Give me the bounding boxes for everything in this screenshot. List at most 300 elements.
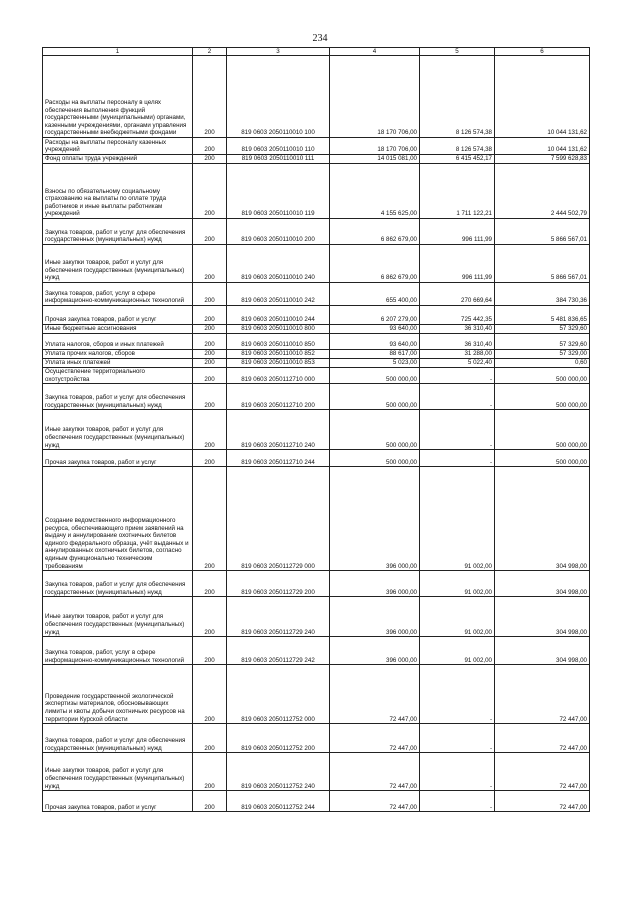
- row-plan: 93 640,00: [389, 341, 417, 349]
- row-plan-cell: [330, 724, 420, 753]
- row-executed: 91 002,00: [464, 656, 492, 664]
- row-executed-cell: [420, 245, 495, 283]
- row-vr: 200: [204, 129, 215, 137]
- row-name-cell: [43, 724, 193, 753]
- row-remainder: 57 329,00: [559, 350, 587, 358]
- row-vr-cell: [193, 219, 227, 245]
- row-name-cell: [43, 359, 193, 368]
- row-plan-cell: [330, 56, 420, 138]
- row-code: 819 0603 2050110010 850: [241, 341, 315, 349]
- row-code: 819 0603 2050110010 111: [241, 155, 315, 163]
- row-name-cell: [43, 283, 193, 306]
- table-row: [43, 219, 590, 245]
- row-plan: 72 447,00: [389, 803, 417, 811]
- row-name-cell: [43, 384, 193, 410]
- row-vr-cell: [193, 283, 227, 306]
- row-plan-cell: [330, 384, 420, 410]
- header-row: [43, 48, 590, 56]
- row-plan-cell: [330, 245, 420, 283]
- row-code-cell: [227, 334, 330, 350]
- row-executed: -: [489, 782, 492, 790]
- table-row: [43, 164, 590, 219]
- row-executed: 996 111,99: [461, 274, 492, 282]
- table-row: [43, 359, 590, 368]
- row-remainder-cell: [495, 325, 590, 334]
- row-vr: 200: [204, 803, 215, 811]
- row-code-cell: [227, 724, 330, 753]
- row-code-cell: [227, 245, 330, 283]
- row-name: Закупка товаров, работ и услуг для обеспечения государственных (муниципальных) нужд: [45, 228, 186, 244]
- row-remainder: 304 998,00: [556, 628, 587, 636]
- row-code-cell: [227, 571, 330, 597]
- row-name-cell: [43, 306, 193, 325]
- row-vr: 200: [204, 316, 215, 324]
- row-name: Прочая закупка товаров, работ и услуг: [45, 458, 157, 466]
- row-code-cell: [227, 359, 330, 368]
- row-plan: 6 207 279,00: [380, 316, 417, 324]
- row-executed-cell: [420, 334, 495, 350]
- row-code: 819 0603 2050110010 853: [241, 359, 315, 367]
- row-remainder: 5 866 567,01: [550, 236, 587, 244]
- row-executed-cell: [420, 219, 495, 245]
- row-vr: 200: [204, 325, 215, 333]
- table-row: [43, 368, 590, 384]
- row-remainder: 384 730,36: [556, 297, 587, 305]
- row-vr-cell: [193, 724, 227, 753]
- row-executed: 91 002,00: [464, 562, 492, 570]
- row-name: Иные закупки товаров, работ и услуг для обеспечения государственных (муниципальных) нужд: [45, 259, 185, 282]
- row-executed-cell: [420, 368, 495, 384]
- budget-table: [42, 47, 590, 812]
- row-remainder-cell: [495, 571, 590, 597]
- row-remainder: 7 599 628,83: [550, 155, 587, 163]
- row-executed: 8 126 574,38: [455, 129, 492, 137]
- row-vr: 200: [204, 359, 215, 367]
- row-remainder: 10 044 131,62: [547, 129, 587, 137]
- row-vr-cell: [193, 571, 227, 597]
- row-executed: -: [489, 401, 492, 409]
- row-code-cell: [227, 467, 330, 571]
- row-plan: 5 023,00: [392, 359, 417, 367]
- row-remainder-cell: [495, 283, 590, 306]
- row-name: Уплата налогов, сборов и иных платежей: [45, 341, 164, 349]
- row-name: Закупка товаров, работ, услуг в сфере информационно-коммуникационных технологий: [45, 289, 185, 305]
- row-remainder: 304 998,00: [556, 562, 587, 570]
- row-executed: 270 669,64: [461, 297, 492, 305]
- row-executed-cell: [420, 56, 495, 138]
- row-name: Уплата иных платежей: [45, 359, 111, 367]
- row-executed: -: [489, 715, 492, 723]
- row-plan-cell: [330, 753, 420, 791]
- row-executed-cell: [420, 384, 495, 410]
- row-plan: 500 000,00: [386, 401, 417, 409]
- row-remainder-cell: [495, 467, 590, 571]
- row-code: 819 0603 2050112710 240: [241, 441, 315, 449]
- row-executed: -: [489, 744, 492, 752]
- row-name-cell: [43, 597, 193, 637]
- row-remainder-cell: [495, 368, 590, 384]
- row-code: 819 0603 2050112710 244: [241, 458, 315, 466]
- row-vr-cell: [193, 597, 227, 637]
- row-vr-cell: [193, 665, 227, 724]
- row-plan-cell: [330, 597, 420, 637]
- row-vr: 200: [204, 441, 215, 449]
- row-vr-cell: [193, 368, 227, 384]
- row-code: 819 0603 2050112710 000: [241, 375, 315, 383]
- row-vr: 200: [204, 401, 215, 409]
- row-executed: -: [489, 375, 492, 383]
- row-plan: 18 170 706,00: [377, 129, 417, 137]
- row-executed-cell: [420, 359, 495, 368]
- row-name-cell: [43, 325, 193, 334]
- row-plan: 6 862 679,00: [380, 274, 417, 282]
- row-executed: 1 711 122,21: [456, 210, 492, 218]
- row-plan: 396 000,00: [386, 628, 417, 636]
- table-row: [43, 56, 590, 138]
- row-code-cell: [227, 665, 330, 724]
- row-vr-cell: [193, 155, 227, 164]
- row-plan: 14 015 081,00: [377, 155, 417, 163]
- row-remainder-cell: [495, 753, 590, 791]
- row-remainder-cell: [495, 597, 590, 637]
- row-remainder: 5 866 567,01: [550, 274, 587, 282]
- row-plan: 93 640,00: [389, 325, 417, 333]
- table-row: [43, 384, 590, 410]
- row-plan: 396 000,00: [386, 588, 417, 596]
- row-plan-cell: [330, 665, 420, 724]
- row-executed-cell: [420, 450, 495, 467]
- row-vr: 200: [204, 656, 215, 664]
- row-remainder: 500 000,00: [556, 375, 587, 383]
- row-remainder-cell: [495, 359, 590, 368]
- row-code-cell: [227, 306, 330, 325]
- table-row: [43, 637, 590, 665]
- row-vr-cell: [193, 245, 227, 283]
- row-name: Прочая закупка товаров, работ и услуг: [45, 316, 157, 324]
- row-name: Иные бюджетные ассигнования: [45, 325, 137, 333]
- row-vr: 200: [204, 588, 215, 596]
- table-row: [43, 753, 590, 791]
- row-name-cell: [43, 368, 193, 384]
- table-row: [43, 571, 590, 597]
- row-plan: 18 170 706,00: [377, 146, 417, 154]
- row-remainder-cell: [495, 791, 590, 812]
- row-remainder-cell: [495, 334, 590, 350]
- row-code: 819 0603 2050112729 200: [241, 588, 315, 596]
- row-remainder-cell: [495, 450, 590, 467]
- row-name-cell: [43, 450, 193, 467]
- row-executed: 996 111,99: [461, 236, 492, 244]
- row-code: 819 0603 2050110010 240: [241, 274, 315, 282]
- row-vr: 200: [204, 146, 215, 154]
- row-executed-cell: [420, 350, 495, 359]
- row-vr: 200: [204, 297, 215, 305]
- row-plan-cell: [330, 334, 420, 350]
- row-executed: 91 002,00: [464, 628, 492, 636]
- row-plan-cell: [330, 410, 420, 450]
- row-remainder: 5 481 836,65: [550, 316, 587, 324]
- row-plan-cell: [330, 637, 420, 665]
- row-plan: 655 400,00: [386, 297, 417, 305]
- table-row: [43, 155, 590, 164]
- row-vr: 200: [204, 782, 215, 790]
- row-plan: 72 447,00: [389, 744, 417, 752]
- row-remainder: 500 000,00: [556, 401, 587, 409]
- row-plan-cell: [330, 368, 420, 384]
- row-code-cell: [227, 597, 330, 637]
- row-vr-cell: [193, 306, 227, 325]
- row-code-cell: [227, 753, 330, 791]
- row-remainder: 72 447,00: [559, 782, 587, 790]
- row-vr: 200: [204, 155, 215, 163]
- row-executed: 5 022,40: [467, 359, 492, 367]
- row-code: 819 0603 2050110010 100: [241, 129, 315, 137]
- row-executed: -: [489, 441, 492, 449]
- row-plan-cell: [330, 350, 420, 359]
- table-row: [43, 350, 590, 359]
- row-name-cell: [43, 219, 193, 245]
- row-plan-cell: [330, 571, 420, 597]
- row-remainder-cell: [495, 384, 590, 410]
- row-vr-cell: [193, 138, 227, 155]
- row-plan: 4 155 625,00: [380, 210, 417, 218]
- row-remainder-cell: [495, 350, 590, 359]
- row-name: Расходы на выплаты персоналу в целях обеспечения выполнения функций государственными (муниципальными) органами, казенными учреждениями, органами управления государственными внебюджетными фондами: [45, 99, 187, 137]
- table-row: [43, 410, 590, 450]
- row-plan: 72 447,00: [389, 715, 417, 723]
- row-remainder: 72 447,00: [559, 715, 587, 723]
- row-executed-cell: [420, 571, 495, 597]
- row-executed-cell: [420, 665, 495, 724]
- table-row: [43, 597, 590, 637]
- header-col-6: 6: [495, 48, 590, 56]
- row-name-cell: [43, 665, 193, 724]
- row-remainder-cell: [495, 410, 590, 450]
- row-vr-cell: [193, 384, 227, 410]
- row-code: 819 0603 2050112710 200: [241, 401, 315, 409]
- row-executed: -: [489, 803, 492, 811]
- row-executed: 36 310,40: [464, 341, 492, 349]
- row-code-cell: [227, 637, 330, 665]
- row-remainder-cell: [495, 637, 590, 665]
- table-body: [43, 56, 590, 812]
- table-row: [43, 306, 590, 325]
- row-executed-cell: [420, 637, 495, 665]
- row-code-cell: [227, 368, 330, 384]
- row-remainder: 500 000,00: [556, 458, 587, 466]
- row-vr-cell: [193, 467, 227, 571]
- row-code-cell: [227, 325, 330, 334]
- row-name-cell: [43, 753, 193, 791]
- row-name: Иные закупки товаров, работ и услуг для обеспечения государственных (муниципальных) нужд: [45, 767, 185, 790]
- row-name-cell: [43, 245, 193, 283]
- row-executed: 31 288,00: [464, 350, 492, 358]
- page-number: 234: [312, 33, 328, 44]
- row-executed-cell: [420, 138, 495, 155]
- row-code: 819 0603 2050112729 240: [241, 628, 315, 636]
- row-remainder: 0,60: [574, 359, 587, 367]
- row-code: 819 0603 2050112729 242: [241, 656, 315, 664]
- row-name-cell: [43, 138, 193, 155]
- row-code-cell: [227, 450, 330, 467]
- row-vr: 200: [204, 744, 215, 752]
- row-vr: 200: [204, 350, 215, 358]
- row-name: Уплата прочих налогов, сборов: [45, 350, 135, 358]
- row-remainder-cell: [495, 245, 590, 283]
- row-vr-cell: [193, 359, 227, 368]
- row-plan: 500 000,00: [386, 458, 417, 466]
- row-plan-cell: [330, 138, 420, 155]
- row-code: 819 0603 2050110010 800: [241, 325, 315, 333]
- table-row: [43, 665, 590, 724]
- row-vr-cell: [193, 637, 227, 665]
- table-row: [43, 283, 590, 306]
- row-executed-cell: [420, 283, 495, 306]
- row-code-cell: [227, 155, 330, 164]
- row-vr-cell: [193, 410, 227, 450]
- row-code-cell: [227, 410, 330, 450]
- row-executed: 36 310,40: [464, 325, 492, 333]
- row-vr-cell: [193, 164, 227, 219]
- row-name: Осуществление территориального охотустройства: [45, 368, 145, 383]
- row-code: 819 0603 2050110010 244: [241, 316, 315, 324]
- row-code-cell: [227, 350, 330, 359]
- table-row: [43, 791, 590, 812]
- row-executed: 725 442,35: [461, 316, 492, 324]
- row-code-cell: [227, 56, 330, 138]
- row-plan: 500 000,00: [386, 441, 417, 449]
- row-name-cell: [43, 164, 193, 219]
- row-executed-cell: [420, 597, 495, 637]
- row-executed-cell: [420, 164, 495, 219]
- table-row: [43, 325, 590, 334]
- row-executed: 8 126 574,38: [455, 146, 492, 154]
- row-executed-cell: [420, 753, 495, 791]
- row-vr: 200: [204, 715, 215, 723]
- row-vr-cell: [193, 325, 227, 334]
- row-vr: 200: [204, 458, 215, 466]
- row-remainder-cell: [495, 164, 590, 219]
- row-name-cell: [43, 637, 193, 665]
- row-remainder: 57 329,60: [559, 325, 587, 333]
- row-executed: 91 002,00: [464, 588, 492, 596]
- row-remainder-cell: [495, 665, 590, 724]
- row-vr-cell: [193, 791, 227, 812]
- row-plan: 500 000,00: [386, 375, 417, 383]
- row-vr: 200: [204, 562, 215, 570]
- row-name: Расходы на выплаты персоналу казенных учреждений: [45, 138, 167, 154]
- row-remainder: 500 000,00: [556, 441, 587, 449]
- row-code-cell: [227, 219, 330, 245]
- header-col-2: 2: [193, 48, 227, 56]
- table-row: [43, 245, 590, 283]
- row-name-cell: [43, 571, 193, 597]
- row-vr: 200: [204, 274, 215, 282]
- row-remainder: 57 329,60: [559, 341, 587, 349]
- row-plan-cell: [330, 283, 420, 306]
- row-remainder-cell: [495, 724, 590, 753]
- row-name: Закупка товаров, работ и услуг для обеспечения государственных (муниципальных) нужд: [45, 581, 186, 596]
- row-name: Проведение государственной экологической экспертизы материалов, обосновывающих лимиты и квоты добычи охотничьих ресурсов на территории Курской области: [45, 692, 185, 723]
- row-remainder-cell: [495, 306, 590, 325]
- row-name: Закупка товаров, работ и услуг для обеспечения государственных (муниципальных) нужд: [45, 394, 186, 409]
- row-remainder-cell: [495, 56, 590, 138]
- row-executed-cell: [420, 410, 495, 450]
- row-name-cell: [43, 155, 193, 164]
- table-row: [43, 334, 590, 350]
- row-vr: 200: [204, 210, 215, 218]
- row-code-cell: [227, 164, 330, 219]
- row-executed-cell: [420, 325, 495, 334]
- row-code-cell: [227, 138, 330, 155]
- row-vr-cell: [193, 753, 227, 791]
- header-col-5: 5: [420, 48, 495, 56]
- row-remainder: 2 444 502,79: [550, 210, 587, 218]
- row-name: Иные закупки товаров, работ и услуг для обеспечения государственных (муниципальных) нужд: [45, 613, 185, 636]
- row-name-cell: [43, 334, 193, 350]
- row-code: 819 0603 2050112752 244: [241, 803, 315, 811]
- row-name: Иные закупки товаров, работ и услуг для обеспечения государственных (муниципальных) нужд: [45, 426, 185, 449]
- row-vr-cell: [193, 56, 227, 138]
- row-vr: 200: [204, 375, 215, 383]
- row-name-cell: [43, 350, 193, 359]
- row-code: 819 0603 2050110010 119: [241, 210, 315, 218]
- row-remainder-cell: [495, 138, 590, 155]
- row-vr-cell: [193, 350, 227, 359]
- table-row: [43, 450, 590, 467]
- row-plan-cell: [330, 164, 420, 219]
- row-name: Закупка товаров, работ, услуг в сфере информационно-коммуникационных технологий: [45, 649, 185, 664]
- row-plan-cell: [330, 450, 420, 467]
- row-plan: 72 447,00: [389, 782, 417, 790]
- row-executed-cell: [420, 155, 495, 164]
- row-executed: -: [489, 458, 492, 466]
- row-remainder: 72 447,00: [559, 803, 587, 811]
- row-name: Закупка товаров, работ и услуг для обеспечения государственных (муниципальных) нужд: [45, 737, 186, 752]
- row-code-cell: [227, 384, 330, 410]
- table-row: [43, 138, 590, 155]
- row-plan: 396 000,00: [386, 656, 417, 664]
- row-code: 819 0603 2050110010 200: [241, 236, 315, 244]
- header-col-3: 3: [227, 48, 330, 56]
- row-remainder-cell: [495, 219, 590, 245]
- table-row: [43, 724, 590, 753]
- row-code: 819 0603 2050112752 240: [241, 782, 315, 790]
- row-executed-cell: [420, 467, 495, 571]
- row-name: Фонд оплаты труда учреждений: [45, 155, 138, 163]
- row-name: Прочая закупка товаров, работ и услуг: [45, 803, 157, 811]
- row-code: 819 0603 2050112729 000: [241, 562, 315, 570]
- row-remainder-cell: [495, 155, 590, 164]
- row-name-cell: [43, 56, 193, 138]
- row-code-cell: [227, 791, 330, 812]
- row-name-cell: [43, 410, 193, 450]
- row-code-cell: [227, 283, 330, 306]
- row-plan-cell: [330, 359, 420, 368]
- row-plan-cell: [330, 306, 420, 325]
- row-remainder: 72 447,00: [559, 744, 587, 752]
- row-plan-cell: [330, 467, 420, 571]
- header-col-4: 4: [330, 48, 420, 56]
- row-vr: 200: [204, 628, 215, 636]
- table-row: [43, 467, 590, 571]
- row-executed-cell: [420, 306, 495, 325]
- row-code: 819 0603 2050112752 000: [241, 715, 315, 723]
- row-plan: 396 000,00: [386, 562, 417, 570]
- row-vr-cell: [193, 334, 227, 350]
- row-plan: 6 862 679,00: [380, 236, 417, 244]
- row-code: 819 0603 2050110010 852: [241, 350, 315, 358]
